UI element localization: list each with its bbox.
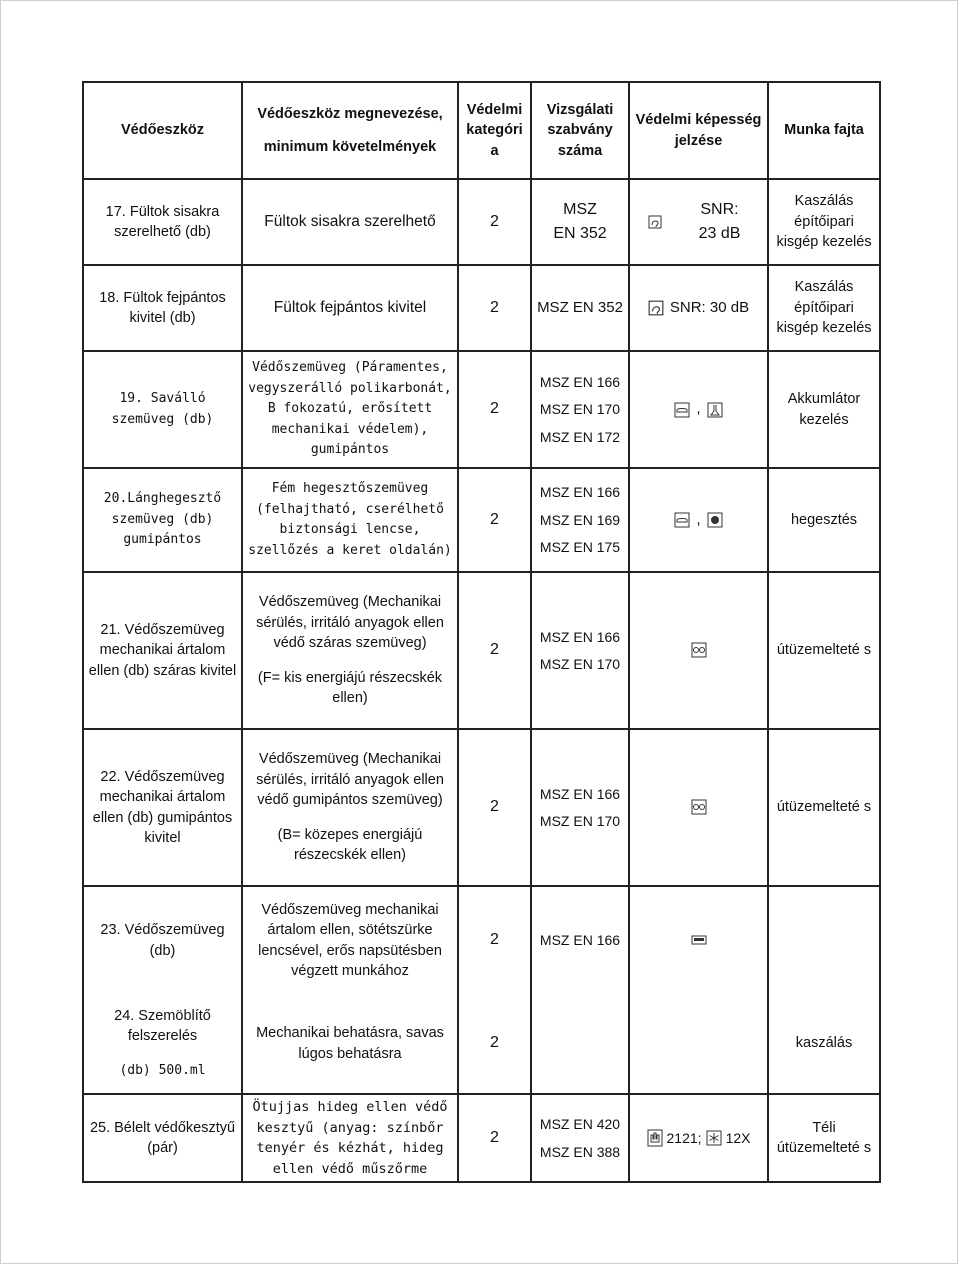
row-item: 23. Védőszemüveg (db) <box>83 886 242 994</box>
row-capability <box>629 572 768 729</box>
row-capability <box>629 265 768 351</box>
row-item: 19. Saválló szemüveg (db) <box>83 351 242 468</box>
row-item-note: (db) 500.ml <box>119 1062 206 1078</box>
row-capability <box>629 351 768 468</box>
row-standard <box>531 572 629 729</box>
row-work <box>768 886 880 994</box>
header-capability: Védelmi képesség jelzése <box>629 82 768 179</box>
row-capability <box>629 994 768 1094</box>
welding-icon <box>707 512 723 528</box>
header-work: Munka fajta <box>768 82 880 179</box>
cold-protection-icon <box>706 1130 722 1146</box>
table-row <box>83 994 880 1094</box>
row-name: Ötujjas hideg ellen védő kesztyű (anyag: színbőr tenyér és kézhát, hideg ellen védő műszőrme <box>242 1094 458 1182</box>
capability-text: SNR: 30 dB <box>669 298 750 316</box>
chemical-icon <box>707 402 723 418</box>
row-standard <box>531 729 629 886</box>
header-name <box>242 82 458 179</box>
safety-glasses-icon <box>691 799 707 815</box>
row-name-note: (F= kis energiájú részecskék ellen) <box>257 669 443 707</box>
goggles-icon <box>674 512 690 528</box>
row-item-text: 24. Szemöblítő felszerelés <box>114 1007 211 1045</box>
table-row <box>83 265 880 351</box>
header-standard: Vizsgálati szabvány száma <box>531 82 629 179</box>
standard-line: MSZ EN 175 <box>539 539 621 556</box>
row-name <box>242 729 458 886</box>
row-item: 18. Fültok fejpántos kivitel (db) <box>83 265 242 351</box>
row-category: 2 <box>458 1094 531 1182</box>
row-name: Védőszemüveg mechanikai ártalom ellen, sötétszürke lencsével, erős napsütésben végzett munkához <box>242 886 458 994</box>
row-name: Fém hegesztőszemüveg (felhajtható, cserélhető biztonsági lencse, szellőzés a keret oldalán) <box>242 468 458 572</box>
header-category: Védelmi kategóri a <box>458 82 531 179</box>
row-item: 20.Lánghegesztő szemüveg (db) gumipántos <box>83 468 242 572</box>
row-name <box>242 265 458 351</box>
row-work: Téli útüzemelteté s <box>768 1094 880 1182</box>
row-item: 21. Védőszemüveg mechanikai ártalom ellen (db) száras kivitel <box>83 572 242 729</box>
row-name-note: (B= közepes energiájú részecskék ellen) <box>277 826 423 864</box>
standard-line: MSZ EN 166 <box>539 628 621 645</box>
standard-line: MSZ EN 169 <box>539 511 621 528</box>
row-work: Akkumlátor kezelés <box>768 351 880 468</box>
table-row <box>83 886 880 994</box>
standard-line: MSZ EN 170 <box>539 401 621 418</box>
row-work: hegesztés <box>768 468 880 572</box>
table-row <box>83 572 880 729</box>
header-name-line1: Védőeszköz megnevezése, <box>257 106 443 122</box>
goggles-icon <box>674 402 690 418</box>
row-capability <box>629 468 768 572</box>
row-work: Kaszálás építőipari kisgép kezelés <box>768 179 880 265</box>
row-item: 22. Védőszemüveg mechanikai ártalom ellen (db) gumipántos kivitel <box>83 729 242 886</box>
standard-line: MSZ EN 352 <box>537 298 623 316</box>
standard-line: MSZ EN 420 <box>539 1116 621 1132</box>
row-standard <box>531 179 629 265</box>
row-capability <box>629 1094 768 1182</box>
row-standard <box>531 886 629 994</box>
standard-line: MSZ EN 170 <box>539 813 621 829</box>
row-work: útüzemelteté s <box>768 572 880 729</box>
table-row <box>83 1094 880 1182</box>
row-category: 2 <box>458 572 531 729</box>
row-item: 25. Bélelt védőkesztyű (pár) <box>83 1094 242 1182</box>
row-category: 2 <box>458 729 531 886</box>
row-category: 2 <box>458 265 531 351</box>
standard-line: MSZ EN 166 <box>539 932 621 949</box>
row-name: Védőszemüveg (Páramentes, vegyszerálló polikarbonát, B fokozatú, erősített mechanikai védelem), gumipántos <box>242 351 458 468</box>
row-standard <box>531 265 629 351</box>
row-item <box>83 994 242 1094</box>
row-capability <box>629 886 768 994</box>
row-item: 17. Fültok sisakra szerelhető (db) <box>83 179 242 265</box>
row-name-text: Védőszemüveg (Mechanikai sérülés, irritáló anyagok ellen védő száras szemüveg) <box>256 594 444 652</box>
row-category: 2 <box>458 468 531 572</box>
standard-line: MSZ EN 166 <box>539 373 621 390</box>
row-category: 2 <box>458 179 531 265</box>
row-standard <box>531 351 629 468</box>
row-standard <box>531 994 629 1094</box>
standard-line: MSZ EN 172 <box>539 428 621 445</box>
capability-separator: , <box>696 401 701 418</box>
row-category: 2 <box>458 994 531 1094</box>
row-name: Fültok sisakra szerelhető <box>242 179 458 265</box>
row-work: kaszálás <box>768 994 880 1094</box>
table-row <box>83 351 880 468</box>
sunglasses-icon <box>691 933 707 947</box>
row-name-text: Fültok fejpántos kivitel <box>273 298 427 316</box>
capability-text: SNR: 23 dB <box>698 201 741 242</box>
table-row <box>83 729 880 886</box>
row-name <box>242 572 458 729</box>
standard-line: MSZ EN 170 <box>539 656 621 672</box>
glove-mechanical-icon <box>647 1129 663 1147</box>
capability-mechanical: 2121; <box>666 1129 702 1146</box>
capability-separator: , <box>696 511 701 528</box>
capability-cold: 12X <box>725 1129 751 1146</box>
standard-line: MSZ EN 388 <box>539 1143 621 1160</box>
safety-glasses-icon <box>691 642 707 658</box>
row-work: Kaszálás építőipari kisgép kezelés <box>768 265 880 351</box>
row-category: 2 <box>458 351 531 468</box>
row-name-text: Védőszemüveg (Mechanikai sérülés, irritáló anyagok ellen védő gumipántos szemüveg) <box>256 751 444 809</box>
table-row <box>83 468 880 572</box>
row-capability <box>629 179 768 265</box>
header-row <box>83 82 880 179</box>
row-category: 2 <box>458 886 531 994</box>
standard-line: MSZ EN 166 <box>539 484 621 501</box>
row-standard <box>531 1094 629 1182</box>
row-capability <box>629 729 768 886</box>
row-work: útüzemelteté s <box>768 729 880 886</box>
row-standard <box>531 468 629 572</box>
standard-line: MSZ EN 352 <box>553 201 607 242</box>
ppe-table <box>82 81 881 1183</box>
ear-protection-icon <box>648 215 662 229</box>
ear-protection-icon <box>648 300 664 316</box>
row-name: Mechanikai behatásra, savas lúgos behatásra <box>242 994 458 1094</box>
standard-line: MSZ EN 166 <box>539 785 621 802</box>
header-name-line2: minimum követelmények <box>263 138 437 155</box>
table-row <box>83 179 880 265</box>
header-device: Védőeszköz <box>83 82 242 179</box>
